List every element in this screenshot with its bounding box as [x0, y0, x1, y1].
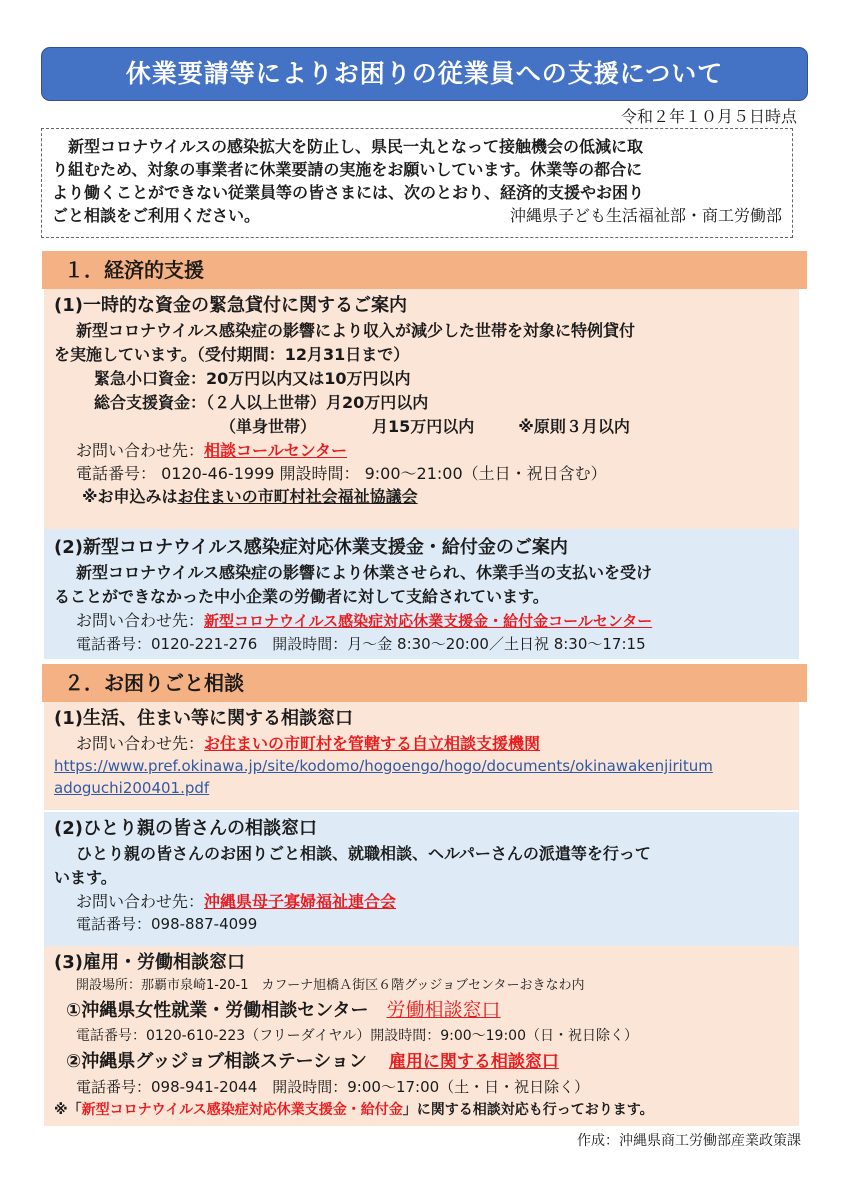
apply-line	[54, 485, 789, 509]
page-title: 休業要請等によりお困りの従業員への支援について	[41, 47, 808, 101]
contact-line	[54, 890, 789, 913]
subsection-title: (1)一時的な資金の緊急貸付に関するご案内	[54, 295, 407, 316]
subsection-title: (2)新型コロナウイルス感染症対応休業支援金・給付金のご案内	[54, 537, 568, 558]
loan-line: 緊急小口資金：20万円以内又は10万円以内	[94, 369, 411, 388]
contact-link[interactable]: 新型コロナウイルス感染症対応休業支援金・給付金コールセンター	[204, 612, 653, 630]
center-name: ①沖縄県女性就業・労働相談センター	[66, 1000, 369, 1021]
panel-leave-support	[44, 529, 799, 659]
url-link[interactable]: adoguchi200401.pdf	[54, 779, 210, 797]
intro-department: 沖縄県子ども生活福祉部・商工労働部	[509, 206, 782, 225]
loan-single: （単身世帯）	[220, 417, 317, 436]
apply-prefix: ※お申込みは	[82, 487, 178, 506]
phone-line: 電話番号：0120-610-223（フリーダイヤル）開設時間：9:00～19:00（日・祝日除く）	[76, 1028, 638, 1044]
phone-line: 電話番号：0120-221-276 開設時間：月～金 8:30～20:00／土日祝 8:30～17:15	[76, 635, 646, 653]
center-line	[54, 1048, 789, 1076]
contact-line	[54, 439, 789, 462]
phone-line: 電話番号： 0120-46-1999 開設時間： 9:00～21:00（土日・祝日含む）	[76, 464, 607, 483]
description-line: ひとり親の皆さんのお困りごと相談、就職相談、ヘルパーさんの派遣等を行って	[76, 844, 651, 863]
contact-link[interactable]: お住まいの市町村を管轄する自立相談支援機関	[204, 734, 541, 753]
description-line: を実施しています。（受付期間：12月31日まで）	[54, 345, 410, 364]
intro-line	[52, 204, 782, 227]
section-header-economic-support: １．経済的支援	[42, 251, 807, 289]
center-name: ②沖縄県グッジョブ相談ステーション	[66, 1051, 367, 1072]
intro-line: 新型コロナウイルスの感染拡大を防止し、県民一丸となって接触機会の低減に取	[68, 137, 644, 156]
description-line: ることができなかった中小企業の労働者に対して支給されています。	[54, 587, 549, 606]
intro-line: より働くことができない従業員等の皆さまには、次のとおり、経済的支援やお困り	[52, 183, 645, 202]
credit: 作成：沖縄県商工労働部産業政策課	[577, 1133, 801, 1149]
note-line	[54, 1099, 789, 1121]
note-prefix: ※「	[54, 1102, 82, 1118]
contact-line	[54, 609, 789, 633]
loan-single-amount: 月15万円以内	[372, 417, 475, 436]
note-highlight: 新型コロナウイルス感染症対応休業支援金・給付金	[81, 1102, 403, 1118]
intro-box	[41, 128, 793, 238]
url-link[interactable]: https://www.pref.okinawa.jp/site/kodomo/hogoengo/hogo/documents/okinawakenjiritum	[54, 757, 713, 775]
as-of-date: 令和２年１０月５日時点	[620, 107, 797, 126]
panel-living-consultation	[44, 702, 799, 810]
contact-label: お問い合わせ先：	[76, 734, 205, 753]
loan-note: ※原則３月以内	[518, 417, 630, 436]
section-header-consultation: ２．お困りごと相談	[42, 664, 807, 702]
subsection-title: (2)ひとり親の皆さんの相談窓口	[54, 818, 317, 839]
center-type: 雇用に関する相談窓口	[388, 1052, 559, 1072]
contact-label: お問い合わせ先：	[76, 611, 205, 630]
description-line: います。	[54, 868, 117, 887]
phone-line: 電話番号：098-941-2044 開設時間：9:00～17:00（土・日・祝日除く）	[76, 1078, 590, 1096]
intro-line: り組むため、対象の事業者に休業要請の実施をお願いしています。休業等の都合に	[52, 160, 643, 179]
panel-emergency-loan	[44, 289, 799, 529]
center-line	[54, 996, 789, 1025]
loan-line: 総合支援資金：（２人以上世帯）月20万円以内	[94, 393, 429, 412]
contact-link[interactable]: 沖縄県母子寡婦福祉連合会	[204, 892, 397, 911]
center-type: 労働相談窓口	[386, 999, 501, 1021]
subsection-title: (3)雇用・労働相談窓口	[54, 952, 245, 973]
loan-line	[54, 415, 789, 439]
description-line: 新型コロナウイルス感染症の影響により収入が減少した世帯を対象に特例貸付	[76, 321, 636, 340]
contact-link[interactable]: 相談コールセンター	[204, 441, 348, 460]
description-line: 新型コロナウイルス感染症の影響により休業させられ、休業手当の支払いを受け	[76, 563, 653, 582]
phone-line: 電話番号：098-887-4099	[76, 915, 258, 933]
panel-employment-consultation	[44, 946, 799, 1126]
contact-line	[54, 732, 789, 755]
contact-label: お問い合わせ先：	[76, 892, 205, 911]
note-suffix: 」に関する相談対応も行っております。	[402, 1102, 654, 1118]
intro-line-text: ごと相談をご利用ください。	[52, 206, 261, 225]
apply-target: お住まいの市町村社会福祉協議会	[177, 487, 418, 506]
location-line: 開設場所：那覇市泉崎1-20-1 カフーナ旭橋Ａ街区６階グッジョブセンターおきなわ内	[76, 978, 585, 993]
contact-label: お問い合わせ先：	[76, 441, 205, 460]
panel-single-parent	[44, 812, 799, 946]
subsection-title: (1)生活、住まい等に関する相談窓口	[54, 708, 353, 729]
